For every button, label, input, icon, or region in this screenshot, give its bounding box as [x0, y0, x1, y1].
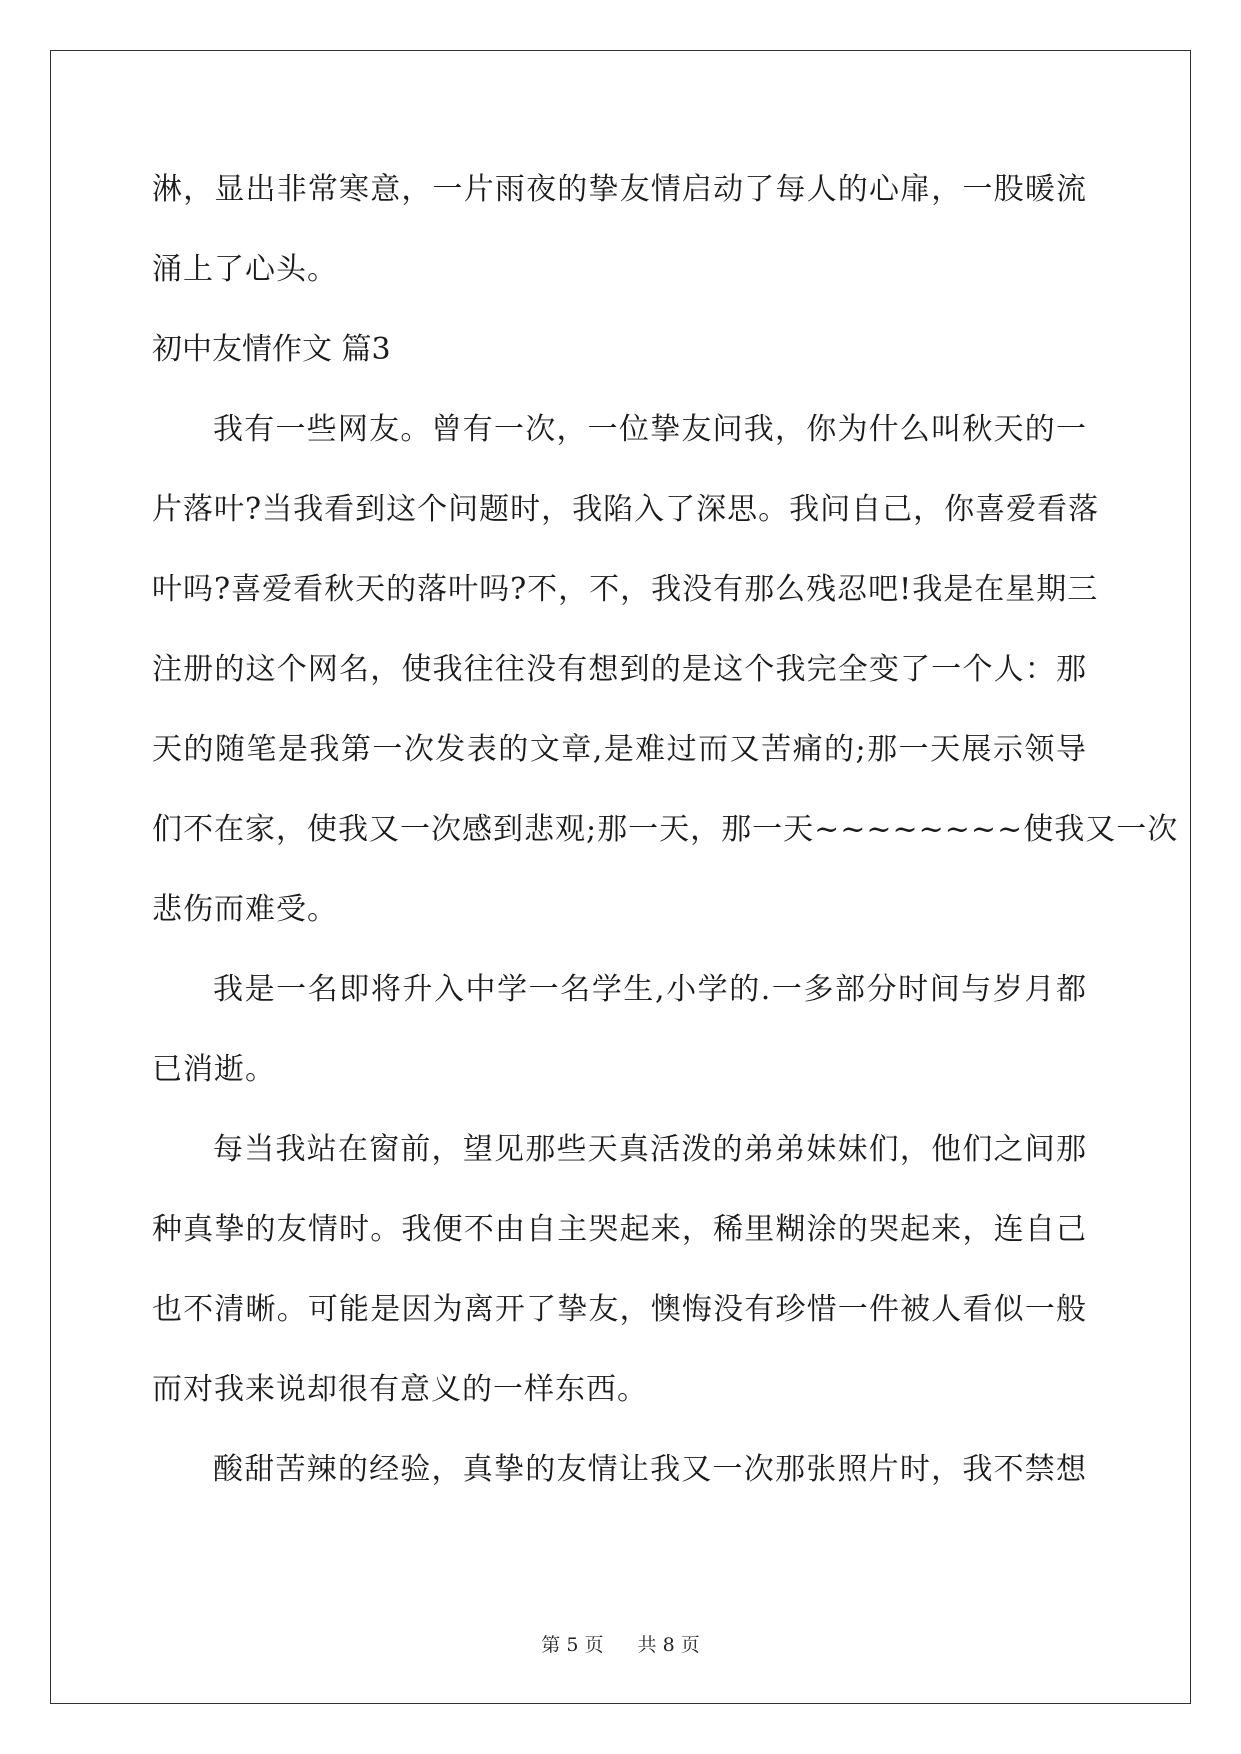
text-line: 悲伤而难受。: [152, 892, 338, 927]
text-line: 叶吗?喜爱看秋天的落叶吗?不，不，我没有那么残忍吧!我是在星期三: [152, 572, 1099, 607]
text-line: 涌上了心头。: [152, 252, 338, 287]
page-number: 第 5 页: [541, 1634, 604, 1656]
text-line: 每当我站在窗前，望见那些天真活泼的弟弟妹妹们，他们之间那: [213, 1132, 1087, 1167]
text-line: 而对我来说却很有意义的一样东西。: [152, 1372, 648, 1407]
text-line: 注册的这个网名，使我往往没有想到的是这个我完全变了一个人：那: [152, 652, 1087, 687]
text-line: 我是一名即将升入中学一名学生,小学的.一多部分时间与岁月都: [213, 972, 1087, 1007]
document-body: [152, 150, 1179, 1510]
text-line: 天的随笔是我第一次发表的文章,是难过而又苦痛的;那一天展示领导: [152, 732, 1087, 767]
text-line: 淋，显出非常寒意，一片雨夜的挚友情启动了每人的心扉，一股暖流: [152, 172, 1087, 207]
text-line: 我有一些网友。曾有一次，一位挚友问我，你为什么叫秋天的一: [213, 412, 1087, 447]
text-line: 片落叶?当我看到这个问题时，我陷入了深思。我问自己，你喜爱看落: [152, 492, 1100, 527]
page-total: 共 8 页: [637, 1634, 700, 1656]
text-line: 们不在家，使我又一次感到悲观;那一天，那一天~~~~~~~~使我又一次: [152, 812, 1179, 847]
section-heading: 初中友情作文 篇3: [152, 332, 391, 367]
page-footer: [0, 1630, 1241, 1657]
text-line: 种真挚的友情时。我便不由自主哭起来，稀里糊涂的哭起来，连自己: [152, 1212, 1087, 1247]
text-line: 也不清晰。可能是因为离开了挚友，懊悔没有珍惜一件被人看似一般: [152, 1292, 1087, 1327]
text-line: 已消逝。: [152, 1052, 276, 1087]
text-line: 酸甜苦辣的经验，真挚的友情让我又一次那张照片时，我不禁想: [213, 1452, 1087, 1487]
